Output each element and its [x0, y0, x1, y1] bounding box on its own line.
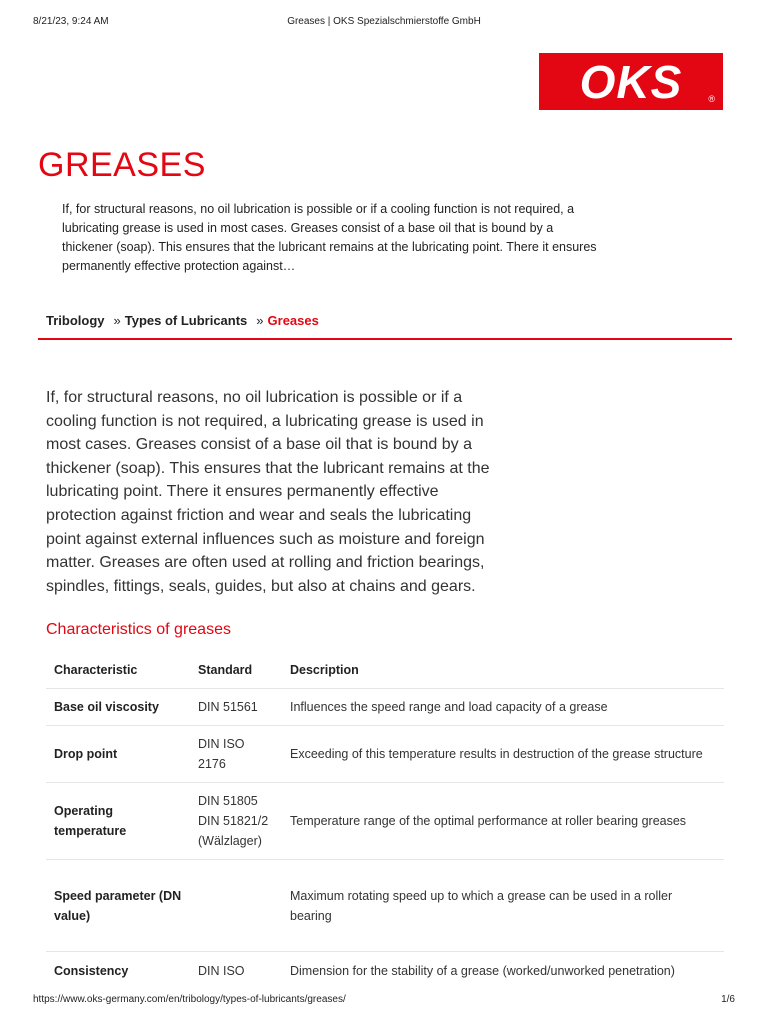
breadcrumb-separator-icon: » [256, 313, 264, 328]
table-row [46, 952, 724, 990]
table-row [46, 689, 724, 726]
oks-logo[interactable] [539, 53, 723, 110]
print-footer [33, 994, 735, 1008]
description-cell: Maximum rotating speed up to which a grease can be used in a roller bearing [282, 860, 724, 952]
standard-line: 2176 [198, 757, 226, 771]
characteristics-heading: Characteristics of greases [46, 621, 231, 638]
standard-line: DIN 51821/2 [198, 814, 269, 828]
standard-line: DIN 51805 [198, 794, 258, 808]
column-header: Description [290, 663, 359, 677]
print-page-number: 1/6 [721, 994, 735, 1005]
standard-cell [190, 726, 282, 783]
body-text: If, for structural reasons, no oil lubrication is possible or if a cooling function is not required, a lubricating grease is used in most cases. Greases consist of a base oil that is bound by a thickener (soap). This ensures that the lubricant remains at the lubricating point. There it ensures permanently effective protection against friction and wear and seals the lubricating point against external influences such as moisture and foreign matter. Greases are often used at rolling and friction bearings, spindles, fittings, seals, guides, but also at chains and gears. [46, 389, 490, 595]
table-row [46, 783, 724, 860]
table-row [46, 860, 724, 952]
breadcrumb [46, 313, 319, 328]
print-timestamp: 8/21/23, 9:24 AM [33, 16, 109, 27]
characteristics-table [46, 652, 724, 990]
print-page-title: Greases | OKS Spezialschmierstoffe GmbH [287, 16, 481, 27]
registered-mark: ® [708, 94, 715, 104]
print-header [33, 16, 735, 30]
breadcrumb-types-of-lubricants[interactable]: Types of Lubricants [124, 313, 248, 328]
logo-text: OKS [579, 55, 683, 108]
breadcrumb-tribology[interactable]: Tribology [46, 313, 105, 328]
characteristic-name: Operating temperature [46, 783, 190, 860]
column-header: Characteristic [54, 663, 138, 677]
standard-line: DIN 51561 [198, 700, 258, 714]
breadcrumb-current-greases: Greases [267, 313, 319, 328]
column-header: Standard [198, 663, 253, 677]
standard-cell [190, 783, 282, 860]
table-row [46, 726, 724, 783]
print-url: https://www.oks-germany.com/en/tribology/types-of-lubricants/greases/ [33, 994, 346, 1005]
table-header-row [46, 652, 724, 689]
standard-line: DIN ISO [198, 963, 245, 978]
standard-cell [190, 689, 282, 726]
characteristic-name: Speed parameter (DN value) [46, 860, 190, 952]
standard-cell [190, 952, 282, 990]
characteristic-name: Base oil viscosity [46, 689, 190, 726]
page-title: GREASES [38, 146, 206, 184]
standard-line: DIN ISO [198, 737, 245, 751]
intro-text: If, for structural reasons, no oil lubrication is possible or if a cooling function is not required, a lubricating grease is used in most cases. Greases consist of a base oil that is bound by a thickener (soap). This ensures that the lubricant remains at the lubricating point. There it ensures permanently effective protection against… [62, 202, 597, 273]
breadcrumb-separator-icon: » [113, 313, 121, 328]
characteristic-name: Consistency [46, 952, 190, 990]
description-cell: Temperature range of the optimal performance at roller bearing greases [282, 783, 724, 860]
description-cell: Dimension for the stability of a grease (worked/unworked penetration) [282, 952, 724, 990]
description-cell: Exceeding of this temperature results in destruction of the grease structure [282, 726, 724, 783]
standard-cell [190, 860, 282, 952]
standard-line: (Wälzlager) [198, 834, 262, 848]
description-cell: Influences the speed range and load capacity of a grease [282, 689, 724, 726]
characteristic-name: Drop point [46, 726, 190, 783]
breadcrumb-divider [38, 338, 732, 340]
table-body [46, 689, 724, 990]
